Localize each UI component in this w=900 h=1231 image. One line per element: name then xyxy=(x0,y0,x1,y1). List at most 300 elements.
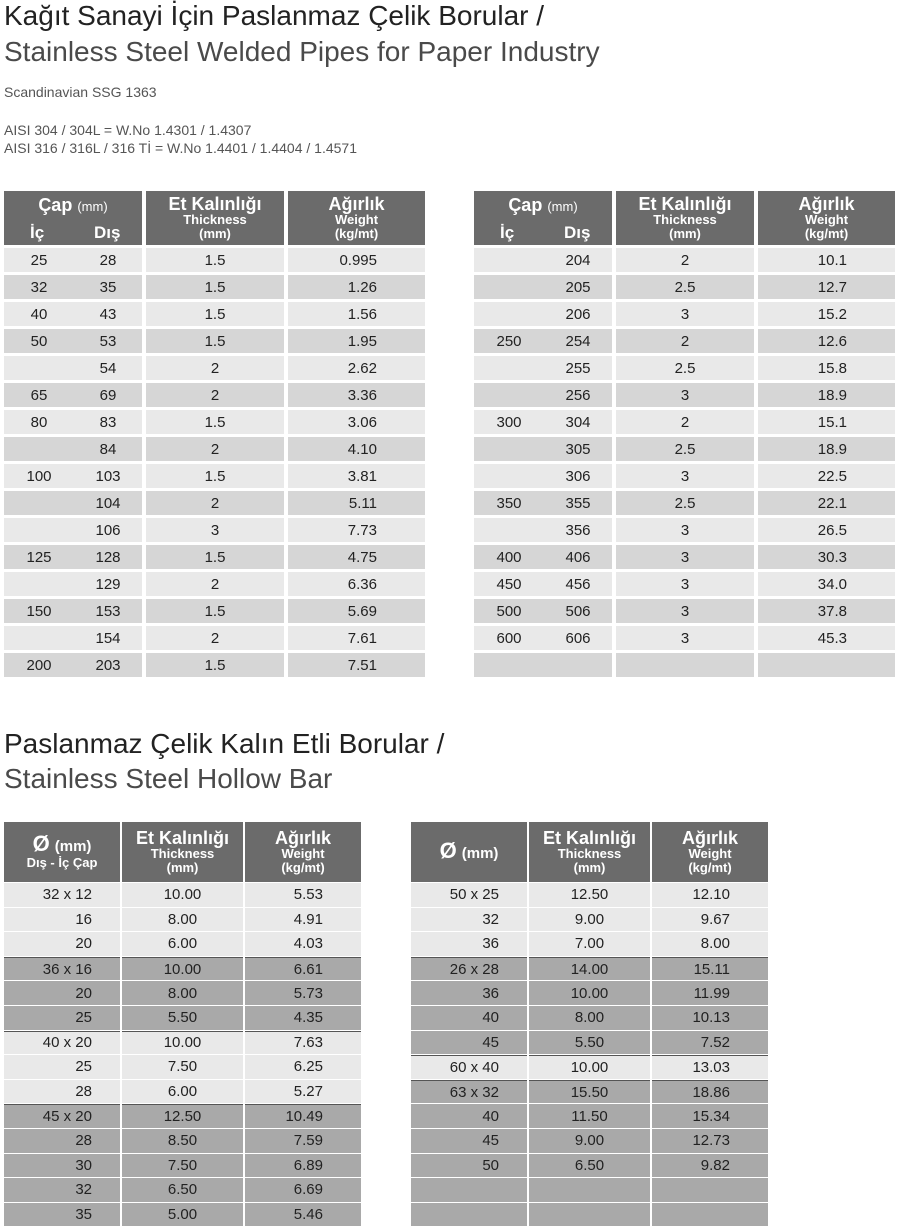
table-row xyxy=(4,356,425,380)
cell-weight: 5.27 xyxy=(245,1080,361,1104)
header-thickness-unit: (mm) xyxy=(573,860,606,875)
cell-outer-diameter: 205 xyxy=(544,275,612,299)
cell-thickness: 10.00 xyxy=(122,957,243,981)
cell-thickness: 5.50 xyxy=(122,1006,243,1030)
cell-thickness: 3 xyxy=(616,383,754,407)
table-row xyxy=(411,1006,768,1030)
cell-weight: 1.26 xyxy=(288,275,425,299)
table-row xyxy=(4,248,425,272)
cell-diameter: 20 xyxy=(4,981,120,1005)
table-row xyxy=(4,1178,361,1202)
table-row xyxy=(4,1154,361,1178)
header-weight-unit: (kg/mt) xyxy=(688,860,732,875)
cell-thickness: 3 xyxy=(616,302,754,326)
header-thickness-tr: Et Kalınlığı xyxy=(542,828,636,848)
cell-weight: 45.3 xyxy=(758,626,895,650)
cell-inner-diameter xyxy=(474,383,544,407)
cell-weight: 18.9 xyxy=(758,383,895,407)
header-thickness-tr: Et Kalınlığı xyxy=(135,828,229,848)
cell-outer-diameter: 43 xyxy=(74,302,142,326)
header-cap-unit: (mm) xyxy=(77,199,108,214)
cell-inner-diameter: 500 xyxy=(474,599,544,623)
cell-thickness: 1.5 xyxy=(146,653,284,677)
header-weight-tr: Ağırlık xyxy=(328,194,385,214)
table-row xyxy=(411,1129,768,1153)
cell-outer-diameter: 128 xyxy=(74,545,142,569)
header-weight-tr: Ağırlık xyxy=(681,828,738,848)
table-row xyxy=(4,883,361,907)
cell-diameter: 28 xyxy=(4,1129,120,1153)
cell-weight: 22.5 xyxy=(758,464,895,488)
table-row xyxy=(4,1055,361,1079)
table-row xyxy=(474,437,895,461)
cell-weight: 34.0 xyxy=(758,572,895,596)
table-row xyxy=(474,329,895,353)
cell-outer-diameter: 355 xyxy=(544,491,612,515)
cell-diameter: 60 x 40 xyxy=(411,1055,527,1079)
cell-thickness: 1.5 xyxy=(146,464,284,488)
cell-diameter: 40 xyxy=(411,1006,527,1030)
cell-thickness: 5.50 xyxy=(529,1031,650,1055)
table-row xyxy=(474,545,895,569)
table-row xyxy=(411,957,768,981)
table-row xyxy=(4,1104,361,1128)
cell-thickness: 7.00 xyxy=(529,932,650,956)
cell-inner-diameter: 125 xyxy=(4,545,74,569)
table-row xyxy=(411,932,768,956)
cell-inner-diameter: 250 xyxy=(474,329,544,353)
header-weight-en: Weight xyxy=(804,212,849,227)
cell-inner-diameter xyxy=(4,626,74,650)
cell-thickness: 6.50 xyxy=(529,1154,650,1178)
cell-diameter: 40 xyxy=(411,1104,527,1128)
cell-thickness: 1.5 xyxy=(146,545,284,569)
cell-outer-diameter: 606 xyxy=(544,626,612,650)
cell-thickness: 1.5 xyxy=(146,302,284,326)
cell-weight: 4.03 xyxy=(245,932,361,956)
header-thickness-tr: Et Kalınlığı xyxy=(638,194,732,214)
cell-inner-diameter: 32 xyxy=(4,275,74,299)
cell-outer-diameter: 506 xyxy=(544,599,612,623)
cell-inner-diameter: 50 xyxy=(4,329,74,353)
cell-weight: 12.7 xyxy=(758,275,895,299)
cell-inner-diameter: 350 xyxy=(474,491,544,515)
cell-thickness: 3 xyxy=(616,626,754,650)
cell-outer-diameter: 356 xyxy=(544,518,612,542)
cell-thickness: 3 xyxy=(616,599,754,623)
table-row xyxy=(4,1080,361,1104)
cell-thickness: 2.5 xyxy=(616,275,754,299)
cell-thickness: 10.00 xyxy=(529,1055,650,1079)
table-row xyxy=(474,572,895,596)
cell-diameter: 20 xyxy=(4,932,120,956)
header-weight-tr: Ağırlık xyxy=(274,828,331,848)
hollow-bar-table-left xyxy=(4,822,361,1226)
header-diameter-title xyxy=(474,195,612,216)
cell-diameter: 35 xyxy=(4,1203,120,1227)
grade-line-2: AISI 316 / 316L / 316 Tİ = W.No 1.4401 / 1.4404 / 1.4571 xyxy=(4,140,357,156)
cell-inner-diameter: 40 xyxy=(4,302,74,326)
table-row xyxy=(4,410,425,434)
cell-thickness: 2 xyxy=(146,437,284,461)
cell-weight: 3.36 xyxy=(288,383,425,407)
table-row xyxy=(4,599,425,623)
cell-weight: 9.82 xyxy=(652,1154,768,1178)
cell-weight: 5.69 xyxy=(288,599,425,623)
cell-thickness: 1.5 xyxy=(146,248,284,272)
cell-outer-diameter: 456 xyxy=(544,572,612,596)
cell-weight: 15.8 xyxy=(758,356,895,380)
table-row xyxy=(474,464,895,488)
cell-outer-diameter: 153 xyxy=(74,599,142,623)
cell-outer-diameter: 53 xyxy=(74,329,142,353)
cell-thickness: 3 xyxy=(616,572,754,596)
cell-weight: 4.35 xyxy=(245,1006,361,1030)
cell-thickness: 3 xyxy=(616,545,754,569)
table-row xyxy=(4,1129,361,1153)
cell-diameter: 36 x 16 xyxy=(4,957,120,981)
cell-thickness: 2 xyxy=(616,329,754,353)
header-weight xyxy=(652,822,768,882)
table-row xyxy=(474,653,895,677)
table-row xyxy=(411,1104,768,1128)
table-row xyxy=(411,1154,768,1178)
cell-thickness: 2 xyxy=(146,572,284,596)
cell-outer-diameter: 83 xyxy=(74,410,142,434)
cell-diameter: 36 xyxy=(411,981,527,1005)
cell-outer-diameter: 28 xyxy=(74,248,142,272)
diameter-icon: Ø xyxy=(439,837,457,863)
cell-thickness: 3 xyxy=(616,464,754,488)
cell-inner-diameter xyxy=(4,491,74,515)
cell-thickness xyxy=(616,653,754,677)
cell-outer-diameter: 129 xyxy=(74,572,142,596)
header-diameter-title xyxy=(4,195,142,216)
cell-diameter: 25 xyxy=(4,1006,120,1030)
table-row xyxy=(4,1203,361,1227)
table-row xyxy=(4,908,361,932)
table-row xyxy=(411,1080,768,1104)
cell-thickness: 8.50 xyxy=(122,1129,243,1153)
cell-thickness: 3 xyxy=(146,518,284,542)
cell-thickness: 2 xyxy=(146,491,284,515)
cell-thickness: 2.5 xyxy=(616,437,754,461)
header-weight-unit: (kg/mt) xyxy=(281,860,325,875)
cell-thickness: 2.5 xyxy=(616,491,754,515)
standard-label: Scandinavian SSG 1363 xyxy=(4,84,157,100)
cell-thickness: 7.50 xyxy=(122,1055,243,1079)
header-thickness xyxy=(146,191,284,245)
header-thickness-en: Thickness xyxy=(150,846,215,861)
cell-weight: 10.1 xyxy=(758,248,895,272)
header-cap-label: Çap xyxy=(38,195,73,215)
section2-title-en: Stainless Steel Hollow Bar xyxy=(4,763,333,794)
cell-weight: 6.69 xyxy=(245,1178,361,1202)
header-weight-en: Weight xyxy=(334,212,379,227)
cell-weight: 1.95 xyxy=(288,329,425,353)
cell-outer-diameter: 204 xyxy=(544,248,612,272)
table-row xyxy=(474,275,895,299)
cell-weight: 10.49 xyxy=(245,1104,361,1128)
table-row xyxy=(474,626,895,650)
cell-weight: 15.34 xyxy=(652,1104,768,1128)
header-thickness-en: Thickness xyxy=(653,212,717,227)
cell-thickness: 2 xyxy=(146,383,284,407)
paper-pipes-table-right xyxy=(474,191,895,677)
cell-inner-diameter: 450 xyxy=(474,572,544,596)
table-row xyxy=(474,410,895,434)
cell-inner-diameter xyxy=(474,302,544,326)
table-row xyxy=(474,518,895,542)
cell-thickness xyxy=(529,1178,650,1202)
cell-thickness: 8.00 xyxy=(122,981,243,1005)
cell-weight: 37.8 xyxy=(758,599,895,623)
cell-diameter: 25 xyxy=(4,1055,120,1079)
cell-weight: 12.6 xyxy=(758,329,895,353)
cell-weight: 15.11 xyxy=(652,957,768,981)
cell-outer-diameter: 254 xyxy=(544,329,612,353)
cell-outer-diameter: 69 xyxy=(74,383,142,407)
header-weight xyxy=(288,191,425,245)
cell-weight: 12.10 xyxy=(652,883,768,907)
cell-weight: 4.10 xyxy=(288,437,425,461)
cell-weight: 13.03 xyxy=(652,1055,768,1079)
cell-outer-diameter xyxy=(544,653,612,677)
cell-inner-diameter: 65 xyxy=(4,383,74,407)
header-inner-label: İç xyxy=(30,223,45,242)
cell-weight: 6.36 xyxy=(288,572,425,596)
cell-thickness: 9.00 xyxy=(529,1129,650,1153)
table-row xyxy=(411,1178,768,1202)
cell-weight: 9.67 xyxy=(652,908,768,932)
header-thickness xyxy=(616,191,754,245)
table-row xyxy=(474,248,895,272)
table-row xyxy=(411,1031,768,1055)
cell-weight: 6.25 xyxy=(245,1055,361,1079)
table-row xyxy=(4,572,425,596)
cell-weight: 11.99 xyxy=(652,981,768,1005)
header-thickness xyxy=(122,822,243,882)
cell-inner-diameter: 80 xyxy=(4,410,74,434)
header-diameter-unit: (mm) xyxy=(461,844,499,862)
table-row xyxy=(4,329,425,353)
hollow-bar-table-right xyxy=(411,822,768,1226)
header-weight-en: Weight xyxy=(281,846,325,861)
header-diameter xyxy=(4,822,120,882)
cell-outer-diameter: 256 xyxy=(544,383,612,407)
cell-weight: 18.9 xyxy=(758,437,895,461)
cell-weight: 6.89 xyxy=(245,1154,361,1178)
header-thickness-en: Thickness xyxy=(557,846,622,861)
cell-weight: 4.75 xyxy=(288,545,425,569)
cell-diameter: 50 xyxy=(411,1154,527,1178)
header-outer-label: Dış xyxy=(564,223,591,242)
cell-weight: 0.995 xyxy=(288,248,425,272)
cell-thickness: 14.00 xyxy=(529,957,650,981)
cell-thickness: 1.5 xyxy=(146,599,284,623)
cell-weight: 5.11 xyxy=(288,491,425,515)
cell-thickness: 8.00 xyxy=(529,1006,650,1030)
cell-thickness: 10.00 xyxy=(122,1031,243,1055)
cell-weight: 7.73 xyxy=(288,518,425,542)
section1-title-en: Stainless Steel Welded Pipes for Paper Industry xyxy=(4,36,600,67)
cell-thickness: 7.50 xyxy=(122,1154,243,1178)
cell-inner-diameter xyxy=(474,518,544,542)
header-weight-en: Weight xyxy=(688,846,732,861)
cell-thickness: 2 xyxy=(616,248,754,272)
cell-diameter: 45 xyxy=(411,1031,527,1055)
header-diameter xyxy=(4,191,142,245)
header-weight-unit: (kg/mt) xyxy=(334,226,379,241)
header-diameter-unit: (mm) xyxy=(54,837,92,855)
cell-thickness: 2.5 xyxy=(616,356,754,380)
header-diameter-title xyxy=(32,830,92,856)
paper-pipes-table-left xyxy=(4,191,425,677)
cell-weight: 10.13 xyxy=(652,1006,768,1030)
header-diameter-sub: Dış - İç Çap xyxy=(26,854,98,870)
table-row xyxy=(4,464,425,488)
cell-inner-diameter xyxy=(474,248,544,272)
cell-inner-diameter xyxy=(4,518,74,542)
section1-title-tr: Kağıt Sanayi İçin Paslanmaz Çelik Borular / xyxy=(4,0,545,31)
cell-weight: 2.62 xyxy=(288,356,425,380)
table-row xyxy=(4,383,425,407)
cell-weight: 3.81 xyxy=(288,464,425,488)
cell-weight: 7.61 xyxy=(288,626,425,650)
cell-weight xyxy=(652,1178,768,1202)
header-cap-label: Çap xyxy=(508,195,543,215)
cell-inner-diameter: 100 xyxy=(4,464,74,488)
cell-diameter: 63 x 32 xyxy=(411,1080,527,1104)
cell-inner-diameter: 150 xyxy=(4,599,74,623)
table-row xyxy=(4,437,425,461)
table-row xyxy=(4,545,425,569)
cell-thickness: 3 xyxy=(616,518,754,542)
cell-diameter: 32 xyxy=(411,908,527,932)
cell-thickness: 1.5 xyxy=(146,275,284,299)
cell-thickness: 1.5 xyxy=(146,329,284,353)
table-row xyxy=(4,302,425,326)
cell-weight: 7.59 xyxy=(245,1129,361,1153)
table-row xyxy=(474,599,895,623)
header-thickness-unit: (mm) xyxy=(166,860,199,875)
cell-outer-diameter: 54 xyxy=(74,356,142,380)
cell-weight: 15.2 xyxy=(758,302,895,326)
cell-diameter: 28 xyxy=(4,1080,120,1104)
header-weight-tr: Ağırlık xyxy=(798,194,855,214)
cell-diameter: 45 xyxy=(411,1129,527,1153)
cell-thickness: 2 xyxy=(146,356,284,380)
table-row xyxy=(4,957,361,981)
header-thickness xyxy=(529,822,650,882)
cell-weight: 1.56 xyxy=(288,302,425,326)
cell-diameter xyxy=(411,1203,527,1227)
cell-weight: 5.46 xyxy=(245,1203,361,1227)
cell-thickness: 6.50 xyxy=(122,1178,243,1202)
cell-diameter: 36 xyxy=(411,932,527,956)
cell-inner-diameter xyxy=(474,464,544,488)
header-weight-unit: (kg/mt) xyxy=(804,226,849,241)
cell-outer-diameter: 305 xyxy=(544,437,612,461)
cell-thickness: 6.00 xyxy=(122,932,243,956)
table-row xyxy=(411,883,768,907)
header-thickness-tr: Et Kalınlığı xyxy=(168,194,262,214)
cell-weight: 3.06 xyxy=(288,410,425,434)
cell-thickness: 2 xyxy=(146,626,284,650)
cell-inner-diameter: 600 xyxy=(474,626,544,650)
cell-outer-diameter: 203 xyxy=(74,653,142,677)
cell-thickness: 9.00 xyxy=(529,908,650,932)
cell-outer-diameter: 304 xyxy=(544,410,612,434)
table-row xyxy=(4,491,425,515)
cell-outer-diameter: 406 xyxy=(544,545,612,569)
cell-thickness: 10.00 xyxy=(122,883,243,907)
table-row xyxy=(4,981,361,1005)
header-inner-label: İç xyxy=(500,223,515,242)
header-thickness-unit: (mm) xyxy=(669,226,701,241)
table-row xyxy=(4,518,425,542)
diameter-icon: Ø xyxy=(32,830,50,856)
cell-thickness: 12.50 xyxy=(122,1104,243,1128)
cell-inner-diameter xyxy=(474,356,544,380)
cell-inner-diameter xyxy=(4,437,74,461)
header-weight xyxy=(245,822,361,882)
table-row xyxy=(411,1203,768,1227)
cell-inner-diameter xyxy=(474,653,544,677)
table-row xyxy=(4,932,361,956)
table-row xyxy=(474,383,895,407)
cell-outer-diameter: 104 xyxy=(74,491,142,515)
cell-thickness: 6.00 xyxy=(122,1080,243,1104)
cell-outer-diameter: 106 xyxy=(74,518,142,542)
cell-diameter xyxy=(411,1178,527,1202)
cell-outer-diameter: 154 xyxy=(74,626,142,650)
table-row xyxy=(411,908,768,932)
header-diameter xyxy=(474,191,612,245)
table-row xyxy=(4,653,425,677)
cell-thickness: 10.00 xyxy=(529,981,650,1005)
table-row xyxy=(474,356,895,380)
cell-weight: 26.5 xyxy=(758,518,895,542)
cell-weight: 6.61 xyxy=(245,957,361,981)
cell-outer-diameter: 35 xyxy=(74,275,142,299)
header-weight xyxy=(758,191,895,245)
cell-inner-diameter xyxy=(474,437,544,461)
table-row xyxy=(4,1006,361,1030)
cell-diameter: 40 x 20 xyxy=(4,1031,120,1055)
cell-weight xyxy=(652,1203,768,1227)
cell-inner-diameter: 400 xyxy=(474,545,544,569)
cell-thickness: 15.50 xyxy=(529,1080,650,1104)
header-thickness-en: Thickness xyxy=(183,212,247,227)
cell-thickness xyxy=(529,1203,650,1227)
cell-inner-diameter: 300 xyxy=(474,410,544,434)
header-thickness-unit: (mm) xyxy=(199,226,231,241)
cell-outer-diameter: 255 xyxy=(544,356,612,380)
table-row xyxy=(4,626,425,650)
cell-inner-diameter xyxy=(4,572,74,596)
table-row xyxy=(411,1055,768,1079)
cell-weight: 7.51 xyxy=(288,653,425,677)
cell-inner-diameter xyxy=(4,356,74,380)
cell-inner-diameter: 200 xyxy=(4,653,74,677)
cell-weight: 15.1 xyxy=(758,410,895,434)
cell-thickness: 11.50 xyxy=(529,1104,650,1128)
cell-thickness: 2 xyxy=(616,410,754,434)
cell-diameter: 32 x 12 xyxy=(4,883,120,907)
cell-weight: 7.52 xyxy=(652,1031,768,1055)
header-diameter-title xyxy=(439,837,499,863)
